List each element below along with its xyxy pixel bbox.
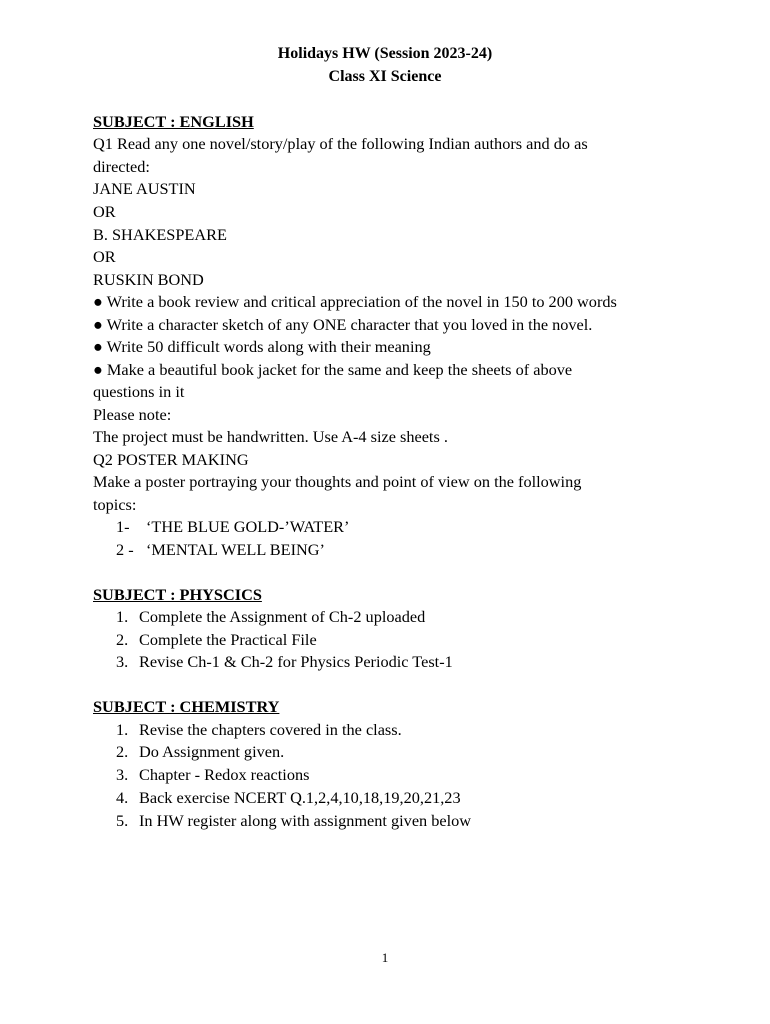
english-q2-line1: Make a poster portraying your thoughts and point of view on the following (93, 472, 582, 491)
list-number: 1. (116, 720, 129, 739)
author-1: JANE AUSTIN (93, 179, 196, 198)
list-item: Chapter - Redox reactions (139, 765, 310, 784)
author-3: RUSKIN BOND (93, 270, 204, 289)
list-item: Do Assignment given. (139, 742, 285, 761)
bullet-item-continuation: questions in it (93, 382, 185, 401)
document-subtitle: Class XI Science (328, 68, 442, 85)
bullet-item: ● Make a beautiful book jacket for the same and keep the sheets of above (93, 360, 573, 379)
english-q1-line2: directed: (93, 157, 150, 176)
list-number: 5. (116, 811, 129, 830)
english-q2-line2: topics: (93, 495, 137, 514)
or-separator-1: OR (93, 202, 116, 221)
topic-text: ‘MENTAL WELL BEING’ (146, 540, 325, 559)
or-separator-2: OR (93, 247, 116, 266)
list-number: 2. (116, 742, 129, 761)
list-item: Revise Ch-1 & Ch-2 for Physics Periodic Test-1 (139, 652, 453, 671)
note-label: Please note: (93, 405, 172, 424)
physics-heading: SUBJECT : PHYSCICS (93, 585, 262, 604)
page-number: 1 (381, 950, 389, 965)
list-number: 3. (116, 765, 129, 784)
chemistry-heading: SUBJECT : CHEMISTRY (93, 697, 280, 716)
topic-number: 1- (116, 517, 130, 536)
english-q2: Q2 POSTER MAKING (93, 450, 249, 469)
list-item: Complete the Practical File (139, 630, 317, 649)
english-q1-line1: Q1 Read any one novel/story/play of the following Indian authors and do as (93, 134, 588, 153)
list-number: 2. (116, 630, 129, 649)
topic-number: 2 - (116, 540, 134, 559)
bullet-item: ● Write a character sketch of any ONE character that you loved in the novel. (93, 315, 593, 334)
list-number: 4. (116, 788, 129, 807)
english-heading: SUBJECT : ENGLISH (93, 112, 254, 131)
bullet-item: ● Write 50 difficult words along with their meaning (93, 337, 431, 356)
list-item: Complete the Assignment of Ch-2 uploaded (139, 607, 426, 626)
bullet-item: ● Write a book review and critical appreciation of the novel in 150 to 200 words (93, 292, 617, 311)
document-title: Holidays HW (Session 2023-24) (277, 45, 493, 62)
list-item: Revise the chapters covered in the class. (139, 720, 402, 739)
list-item: In HW register along with assignment given below (139, 811, 472, 830)
list-number: 3. (116, 652, 129, 671)
list-number: 1. (116, 607, 129, 626)
topic-text: ‘THE BLUE GOLD-’WATER’ (146, 517, 350, 536)
note-text: The project must be handwritten. Use A-4 size sheets . (93, 427, 448, 446)
author-2: B. SHAKESPEARE (93, 225, 227, 244)
list-item: Back exercise NCERT Q.1,2,4,10,18,19,20,21,23 (139, 788, 461, 807)
